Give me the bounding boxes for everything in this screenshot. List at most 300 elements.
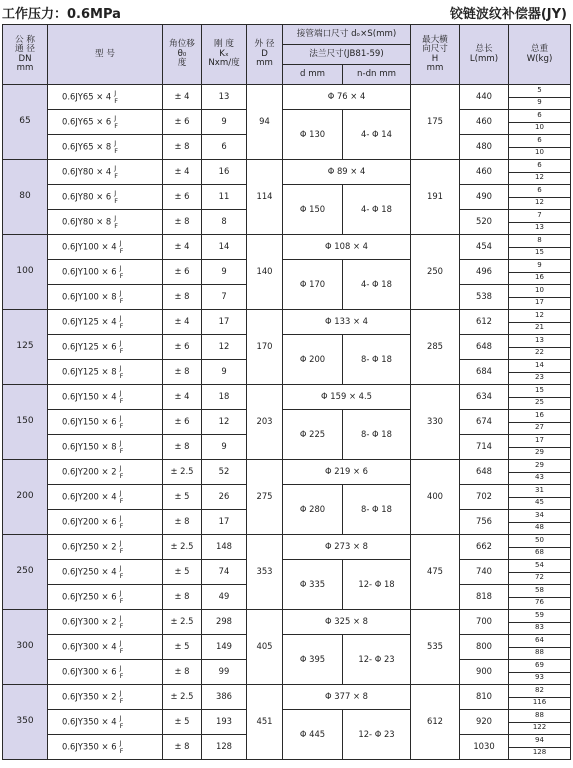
pipe-size-cell: Φ 76 × 4 bbox=[283, 85, 411, 110]
flange-n-cell: 8- Φ 18 bbox=[343, 485, 411, 535]
weight-f: 116 bbox=[532, 698, 547, 707]
length-cell: 440 bbox=[460, 85, 509, 110]
stiffness-cell: 7 bbox=[202, 285, 247, 310]
weight-j: 29 bbox=[509, 460, 570, 473]
weight-f: 17 bbox=[535, 298, 544, 307]
weight-f: 93 bbox=[535, 673, 544, 682]
header-stiffness: 刚 度 Kₓ Nxm/度 bbox=[202, 25, 247, 85]
model-name: 0.6JY125 × 6 bbox=[62, 341, 117, 352]
model-cell bbox=[48, 360, 163, 385]
weight-f: 15 bbox=[535, 248, 544, 257]
model-cell bbox=[48, 560, 163, 585]
weight-f: 128 bbox=[532, 748, 547, 757]
angle-cell: ± 4 bbox=[163, 310, 202, 335]
model-suffix: J F bbox=[119, 414, 124, 430]
length-cell: 756 bbox=[460, 510, 509, 535]
weight-cell bbox=[509, 235, 571, 260]
model-name: 0.6JY100 × 8 bbox=[62, 291, 117, 302]
model-name: 0.6JY65 × 4 bbox=[62, 91, 112, 102]
table-row bbox=[3, 460, 571, 485]
stiffness-cell: 9 bbox=[202, 360, 247, 385]
stiffness-cell: 149 bbox=[202, 635, 247, 660]
weight-cell bbox=[509, 610, 571, 635]
stiffness-cell: 26 bbox=[202, 485, 247, 510]
angle-cell: ± 8 bbox=[163, 360, 202, 385]
weight-j: 88 bbox=[509, 710, 570, 723]
model-cell bbox=[48, 285, 163, 310]
length-cell: 740 bbox=[460, 560, 509, 585]
pipe-size-cell: Φ 219 × 6 bbox=[283, 460, 411, 485]
model-suffix: J F bbox=[114, 189, 118, 205]
weight-cell bbox=[509, 285, 571, 310]
weight-f: 45 bbox=[535, 498, 544, 507]
weight-f: 10 bbox=[535, 148, 544, 157]
weight-f: 16 bbox=[535, 273, 544, 282]
stiffness-cell: 18 bbox=[202, 385, 247, 410]
model-name: 0.6JY300 × 6 bbox=[62, 666, 117, 677]
length-cell: 454 bbox=[460, 235, 509, 260]
product-title: 铰链波纹补偿器(JY) bbox=[449, 7, 567, 22]
weight-cell bbox=[509, 410, 571, 435]
model-name: 0.6JY350 × 2 bbox=[62, 691, 117, 702]
weight-f: 22 bbox=[535, 348, 544, 357]
flange-n-cell: 12- Φ 18 bbox=[343, 560, 411, 610]
angle-cell: ± 5 bbox=[163, 710, 202, 735]
table-row bbox=[3, 310, 571, 335]
stiffness-cell: 52 bbox=[202, 460, 247, 485]
angle-cell: ± 2.5 bbox=[163, 460, 202, 485]
table-row bbox=[3, 385, 571, 410]
model-name: 0.6JY200 × 2 bbox=[62, 466, 117, 477]
stiffness-cell: 11 bbox=[202, 185, 247, 210]
model-cell bbox=[48, 210, 163, 235]
length-cell: 480 bbox=[460, 135, 509, 160]
weight-cell bbox=[509, 160, 571, 185]
weight-j: 82 bbox=[509, 685, 570, 698]
stiffness-cell: 9 bbox=[202, 110, 247, 135]
dn-cell: 250 bbox=[3, 535, 48, 610]
model-cell bbox=[48, 585, 163, 610]
flange-n-cell: 8- Φ 18 bbox=[343, 335, 411, 385]
weight-cell bbox=[509, 85, 571, 110]
model-suffix: J F bbox=[119, 314, 124, 330]
model-suffix: J F bbox=[119, 514, 124, 530]
flange-d-cell: Φ 395 bbox=[283, 635, 343, 685]
length-cell: 648 bbox=[460, 335, 509, 360]
flange-d-cell: Φ 200 bbox=[283, 335, 343, 385]
weight-f: 122 bbox=[532, 723, 547, 732]
weight-f: 43 bbox=[535, 473, 544, 482]
flange-n-cell: 4- Φ 14 bbox=[343, 110, 411, 160]
stiffness-cell: 6 bbox=[202, 135, 247, 160]
model-name: 0.6JY125 × 4 bbox=[62, 316, 117, 327]
flange-d-cell: Φ 170 bbox=[283, 260, 343, 310]
weight-cell bbox=[509, 435, 571, 460]
weight-cell bbox=[509, 585, 571, 610]
angle-cell: ± 6 bbox=[163, 410, 202, 435]
model-name: 0.6JY125 × 8 bbox=[62, 366, 117, 377]
weight-f: 72 bbox=[535, 573, 544, 582]
diameter-cell: 140 bbox=[247, 235, 283, 310]
weight-j: 5 bbox=[509, 85, 570, 98]
angle-cell: ± 2.5 bbox=[163, 610, 202, 635]
diameter-cell: 353 bbox=[247, 535, 283, 610]
table-row bbox=[3, 235, 571, 260]
model-name: 0.6JY200 × 4 bbox=[62, 491, 117, 502]
angle-cell: ± 5 bbox=[163, 485, 202, 510]
table-row bbox=[3, 260, 571, 285]
model-suffix: J F bbox=[114, 214, 118, 230]
model-suffix: J F bbox=[119, 614, 124, 630]
weight-j: 7 bbox=[509, 210, 570, 223]
length-cell: 634 bbox=[460, 385, 509, 410]
header-flange-d: d mm bbox=[283, 65, 343, 85]
angle-cell: ± 8 bbox=[163, 735, 202, 760]
weight-j: 9 bbox=[509, 260, 570, 273]
weight-j: 69 bbox=[509, 660, 570, 673]
stiffness-cell: 8 bbox=[202, 210, 247, 235]
pipe-size-cell: Φ 159 × 4.5 bbox=[283, 385, 411, 410]
model-cell bbox=[48, 435, 163, 460]
header-weight: 总重 W(kg) bbox=[509, 25, 571, 85]
header-model: 型 号 bbox=[48, 25, 163, 85]
model-suffix: J F bbox=[119, 264, 124, 280]
model-suffix: J F bbox=[119, 689, 124, 705]
length-cell: 662 bbox=[460, 535, 509, 560]
diameter-cell: 405 bbox=[247, 610, 283, 685]
length-cell: 684 bbox=[460, 360, 509, 385]
model-suffix: J F bbox=[119, 564, 124, 580]
weight-f: 21 bbox=[535, 323, 544, 332]
model-cell bbox=[48, 310, 163, 335]
header-flange-n: n-dn mm bbox=[343, 65, 411, 85]
length-cell: 700 bbox=[460, 610, 509, 635]
stiffness-cell: 12 bbox=[202, 410, 247, 435]
weight-cell bbox=[509, 135, 571, 160]
table-row bbox=[3, 685, 571, 710]
model-name: 0.6JY300 × 4 bbox=[62, 641, 117, 652]
angle-cell: ± 8 bbox=[163, 510, 202, 535]
weight-cell bbox=[509, 460, 571, 485]
weight-cell bbox=[509, 635, 571, 660]
model-suffix: J F bbox=[119, 389, 124, 405]
pipe-size-cell: Φ 325 × 8 bbox=[283, 610, 411, 635]
lateral-cell: 250 bbox=[411, 235, 460, 310]
length-cell: 460 bbox=[460, 110, 509, 135]
length-cell: 920 bbox=[460, 710, 509, 735]
table-row bbox=[3, 110, 571, 135]
length-cell: 800 bbox=[460, 635, 509, 660]
length-cell: 496 bbox=[460, 260, 509, 285]
header-diameter: 外 径 D mm bbox=[247, 25, 283, 85]
model-suffix: J F bbox=[114, 89, 118, 105]
dn-cell: 125 bbox=[3, 310, 48, 385]
weight-j: 64 bbox=[509, 635, 570, 648]
model-suffix: J F bbox=[114, 164, 118, 180]
lateral-cell: 330 bbox=[411, 385, 460, 460]
weight-cell bbox=[509, 310, 571, 335]
length-cell: 648 bbox=[460, 460, 509, 485]
table-row bbox=[3, 410, 571, 435]
stiffness-cell: 17 bbox=[202, 310, 247, 335]
length-cell: 538 bbox=[460, 285, 509, 310]
model-cell bbox=[48, 735, 163, 760]
model-suffix: J F bbox=[119, 539, 124, 555]
stiffness-cell: 14 bbox=[202, 235, 247, 260]
weight-f: 68 bbox=[535, 548, 544, 557]
dn-cell: 200 bbox=[3, 460, 48, 535]
model-cell bbox=[48, 710, 163, 735]
dn-cell: 150 bbox=[3, 385, 48, 460]
dn-cell: 100 bbox=[3, 235, 48, 310]
model-name: 0.6JY65 × 6 bbox=[62, 116, 112, 127]
table-row bbox=[3, 635, 571, 660]
weight-j: 17 bbox=[509, 435, 570, 448]
weight-j: 13 bbox=[509, 335, 570, 348]
model-name: 0.6JY100 × 4 bbox=[62, 241, 117, 252]
model-cell bbox=[48, 685, 163, 710]
weight-cell bbox=[509, 535, 571, 560]
model-name: 0.6JY250 × 6 bbox=[62, 591, 117, 602]
length-cell: 520 bbox=[460, 210, 509, 235]
flange-n-cell: 4- Φ 18 bbox=[343, 260, 411, 310]
weight-j: 6 bbox=[509, 185, 570, 198]
lateral-cell: 175 bbox=[411, 85, 460, 160]
dn-cell: 80 bbox=[3, 160, 48, 235]
table-row bbox=[3, 85, 571, 110]
length-cell: 674 bbox=[460, 410, 509, 435]
weight-cell bbox=[509, 360, 571, 385]
pipe-size-cell: Φ 273 × 8 bbox=[283, 535, 411, 560]
flange-n-cell: 8- Φ 18 bbox=[343, 410, 411, 460]
weight-cell bbox=[509, 735, 571, 760]
header-pipe-size: 接管端口尺寸 dₒ×S(mm) bbox=[283, 25, 411, 45]
weight-f: 48 bbox=[535, 523, 544, 532]
model-suffix: J F bbox=[119, 489, 124, 505]
weight-cell bbox=[509, 685, 571, 710]
weight-f: 25 bbox=[535, 398, 544, 407]
length-cell: 460 bbox=[460, 160, 509, 185]
weight-cell bbox=[509, 110, 571, 135]
diameter-cell: 203 bbox=[247, 385, 283, 460]
weight-cell bbox=[509, 335, 571, 360]
model-name: 0.6JY150 × 4 bbox=[62, 391, 117, 402]
model-name: 0.6JY250 × 2 bbox=[62, 541, 117, 552]
model-cell bbox=[48, 510, 163, 535]
weight-cell bbox=[509, 385, 571, 410]
angle-cell: ± 6 bbox=[163, 335, 202, 360]
flange-d-cell: Φ 225 bbox=[283, 410, 343, 460]
model-cell bbox=[48, 610, 163, 635]
lateral-cell: 535 bbox=[411, 610, 460, 685]
weight-f: 10 bbox=[535, 123, 544, 132]
weight-f: 12 bbox=[535, 198, 544, 207]
stiffness-cell: 128 bbox=[202, 735, 247, 760]
table-row bbox=[3, 335, 571, 360]
angle-cell: ± 6 bbox=[163, 110, 202, 135]
model-cell bbox=[48, 185, 163, 210]
stiffness-cell: 74 bbox=[202, 560, 247, 585]
weight-j: 94 bbox=[509, 735, 570, 748]
model-cell bbox=[48, 410, 163, 435]
header-length: 总长 L(mm) bbox=[460, 25, 509, 85]
model-name: 0.6JY350 × 4 bbox=[62, 716, 117, 727]
length-cell: 714 bbox=[460, 435, 509, 460]
diameter-cell: 94 bbox=[247, 85, 283, 160]
weight-j: 6 bbox=[509, 110, 570, 123]
model-suffix: J F bbox=[119, 464, 124, 480]
lateral-cell: 400 bbox=[411, 460, 460, 535]
dn-cell: 350 bbox=[3, 685, 48, 760]
angle-cell: ± 2.5 bbox=[163, 535, 202, 560]
model-cell bbox=[48, 160, 163, 185]
model-suffix: J F bbox=[119, 439, 124, 455]
model-suffix: J F bbox=[119, 239, 124, 255]
model-name: 0.6JY300 × 2 bbox=[62, 616, 117, 627]
lateral-cell: 612 bbox=[411, 685, 460, 760]
table-row bbox=[3, 485, 571, 510]
lateral-cell: 475 bbox=[411, 535, 460, 610]
table-row bbox=[3, 610, 571, 635]
model-cell bbox=[48, 335, 163, 360]
flange-d-cell: Φ 335 bbox=[283, 560, 343, 610]
model-suffix: J F bbox=[114, 114, 118, 130]
model-suffix: J F bbox=[119, 339, 124, 355]
weight-cell bbox=[509, 510, 571, 535]
lateral-cell: 191 bbox=[411, 160, 460, 235]
model-suffix: J F bbox=[119, 664, 124, 680]
model-cell bbox=[48, 660, 163, 685]
weight-cell bbox=[509, 560, 571, 585]
weight-cell bbox=[509, 210, 571, 235]
angle-cell: ± 4 bbox=[163, 385, 202, 410]
dn-cell: 65 bbox=[3, 85, 48, 160]
table-row bbox=[3, 560, 571, 585]
stiffness-cell: 193 bbox=[202, 710, 247, 735]
lateral-cell: 285 bbox=[411, 310, 460, 385]
stiffness-cell: 99 bbox=[202, 660, 247, 685]
model-name: 0.6JY65 × 8 bbox=[62, 141, 112, 152]
weight-cell bbox=[509, 660, 571, 685]
flange-n-cell: 12- Φ 23 bbox=[343, 635, 411, 685]
table-row bbox=[3, 160, 571, 185]
weight-f: 27 bbox=[535, 423, 544, 432]
stiffness-cell: 9 bbox=[202, 260, 247, 285]
pipe-size-cell: Φ 377 × 8 bbox=[283, 685, 411, 710]
pipe-size-cell: Φ 89 × 4 bbox=[283, 160, 411, 185]
angle-cell: ± 6 bbox=[163, 260, 202, 285]
flange-n-cell: 4- Φ 18 bbox=[343, 185, 411, 235]
weight-j: 8 bbox=[509, 235, 570, 248]
angle-cell: ± 4 bbox=[163, 85, 202, 110]
weight-f: 83 bbox=[535, 623, 544, 632]
flange-n-cell: 12- Φ 23 bbox=[343, 710, 411, 760]
model-suffix: J F bbox=[119, 364, 124, 380]
model-name: 0.6JY200 × 6 bbox=[62, 516, 117, 527]
weight-f: 76 bbox=[535, 598, 544, 607]
model-name: 0.6JY80 × 4 bbox=[62, 166, 112, 177]
length-cell: 1030 bbox=[460, 735, 509, 760]
stiffness-cell: 49 bbox=[202, 585, 247, 610]
weight-f: 88 bbox=[535, 648, 544, 657]
weight-j: 31 bbox=[509, 485, 570, 498]
model-name: 0.6JY250 × 4 bbox=[62, 566, 117, 577]
weight-j: 6 bbox=[509, 135, 570, 148]
weight-j: 12 bbox=[509, 310, 570, 323]
weight-j: 54 bbox=[509, 560, 570, 573]
angle-cell: ± 8 bbox=[163, 660, 202, 685]
weight-j: 10 bbox=[509, 285, 570, 298]
weight-j: 34 bbox=[509, 510, 570, 523]
header-lateral: 最大横 向尺寸 H mm bbox=[411, 25, 460, 85]
angle-cell: ± 8 bbox=[163, 135, 202, 160]
spec-table-body bbox=[3, 85, 571, 760]
model-suffix: J F bbox=[119, 639, 124, 655]
weight-f: 29 bbox=[535, 448, 544, 457]
pipe-size-cell: Φ 108 × 4 bbox=[283, 235, 411, 260]
weight-j: 14 bbox=[509, 360, 570, 373]
model-cell bbox=[48, 260, 163, 285]
weight-f: 12 bbox=[535, 173, 544, 182]
stiffness-cell: 298 bbox=[202, 610, 247, 635]
length-cell: 612 bbox=[460, 310, 509, 335]
model-name: 0.6JY100 × 6 bbox=[62, 266, 117, 277]
diameter-cell: 451 bbox=[247, 685, 283, 760]
stiffness-cell: 386 bbox=[202, 685, 247, 710]
model-suffix: J F bbox=[119, 714, 124, 730]
length-cell: 702 bbox=[460, 485, 509, 510]
model-name: 0.6JY80 × 8 bbox=[62, 216, 112, 227]
angle-cell: ± 4 bbox=[163, 160, 202, 185]
model-cell bbox=[48, 110, 163, 135]
model-cell bbox=[48, 235, 163, 260]
weight-f: 13 bbox=[535, 223, 544, 232]
weight-j: 50 bbox=[509, 535, 570, 548]
length-cell: 818 bbox=[460, 585, 509, 610]
header-angle: 角位移 θ₀ 度 bbox=[163, 25, 202, 85]
model-name: 0.6JY150 × 8 bbox=[62, 441, 117, 452]
flange-d-cell: Φ 445 bbox=[283, 710, 343, 760]
weight-j: 59 bbox=[509, 610, 570, 623]
angle-cell: ± 4 bbox=[163, 235, 202, 260]
table-row bbox=[3, 185, 571, 210]
weight-cell bbox=[509, 185, 571, 210]
model-cell bbox=[48, 535, 163, 560]
model-cell bbox=[48, 635, 163, 660]
diameter-cell: 114 bbox=[247, 160, 283, 235]
stiffness-cell: 12 bbox=[202, 335, 247, 360]
stiffness-cell: 148 bbox=[202, 535, 247, 560]
model-suffix: J F bbox=[119, 289, 124, 305]
weight-j: 58 bbox=[509, 585, 570, 598]
model-cell bbox=[48, 460, 163, 485]
weight-f: 23 bbox=[535, 373, 544, 382]
model-name: 0.6JY150 × 6 bbox=[62, 416, 117, 427]
flange-d-cell: Φ 150 bbox=[283, 185, 343, 235]
angle-cell: ± 8 bbox=[163, 285, 202, 310]
model-cell bbox=[48, 385, 163, 410]
pipe-size-cell: Φ 133 × 4 bbox=[283, 310, 411, 335]
header-flange: 法兰尺寸(JB81-59) bbox=[283, 45, 411, 65]
stiffness-cell: 13 bbox=[202, 85, 247, 110]
flange-d-cell: Φ 130 bbox=[283, 110, 343, 160]
model-name: 0.6JY80 × 6 bbox=[62, 191, 112, 202]
weight-j: 16 bbox=[509, 410, 570, 423]
angle-cell: ± 8 bbox=[163, 585, 202, 610]
spec-table bbox=[2, 24, 571, 760]
angle-cell: ± 2.5 bbox=[163, 685, 202, 710]
diameter-cell: 275 bbox=[247, 460, 283, 535]
